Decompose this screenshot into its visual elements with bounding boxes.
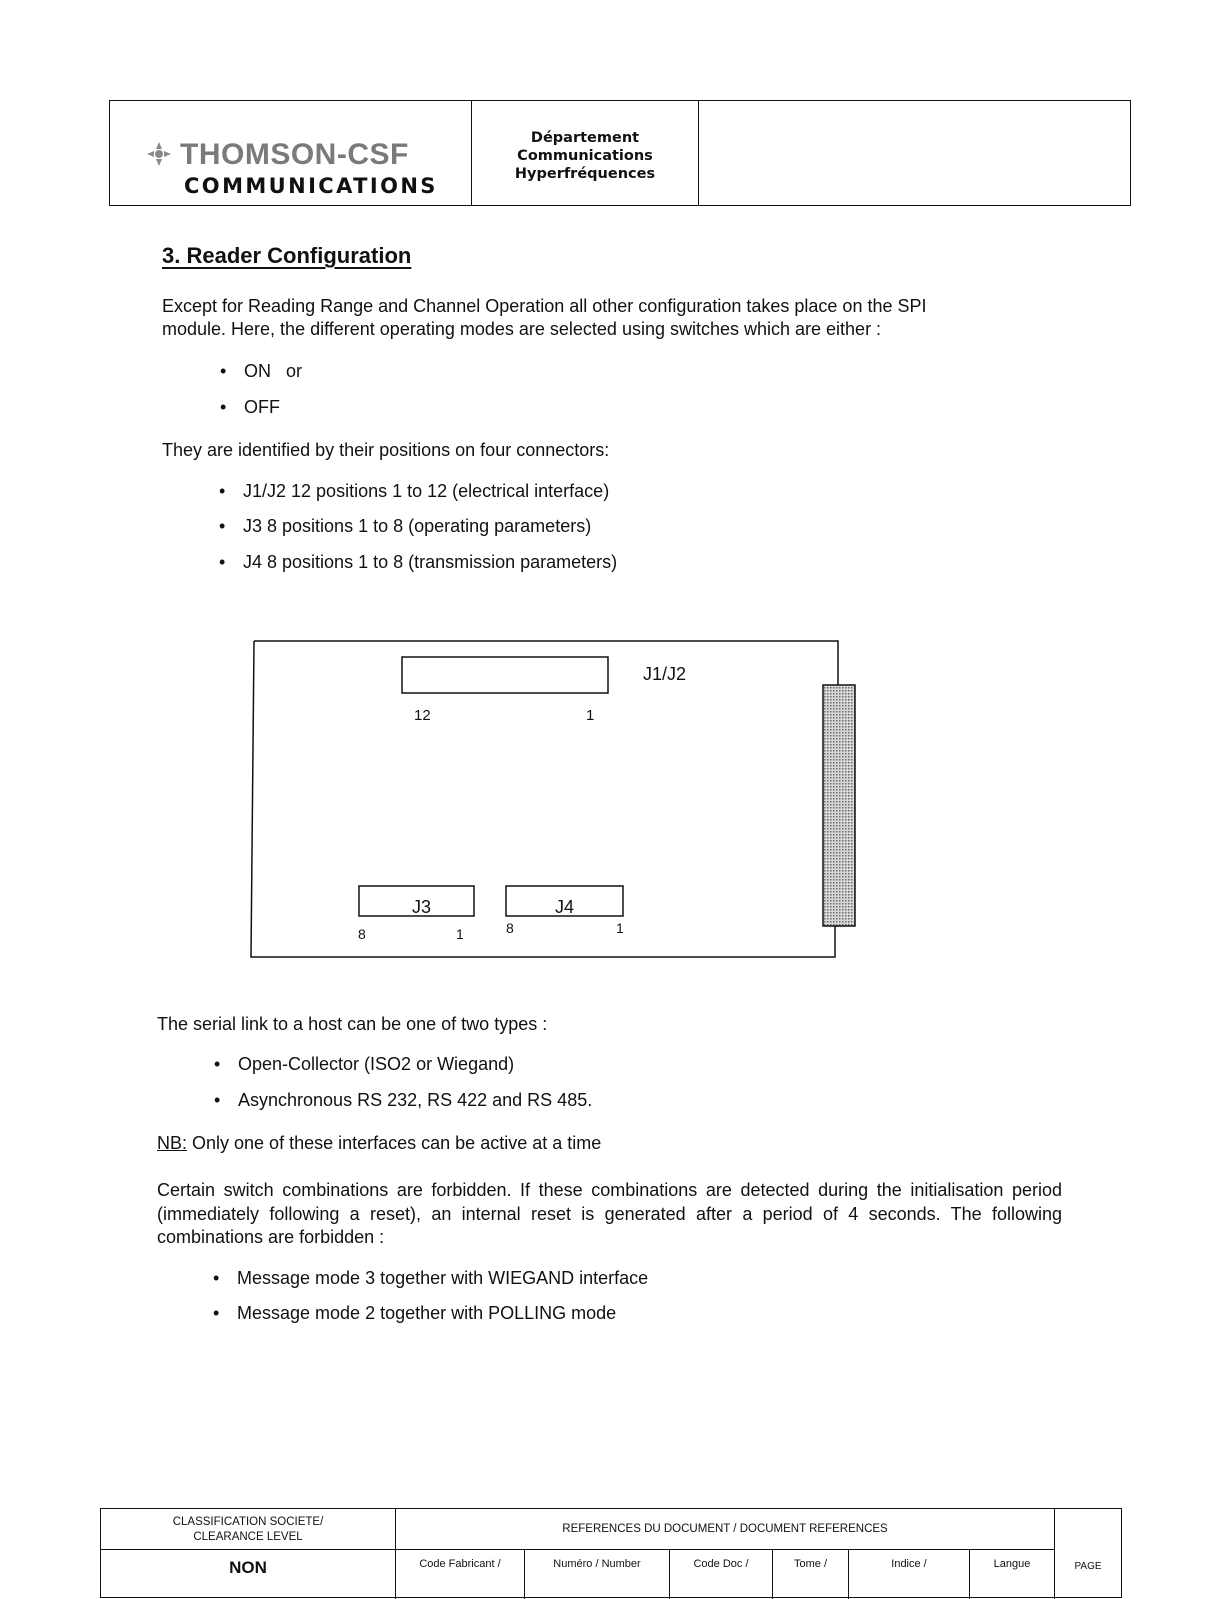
department-line-3: Hyperfréquences xyxy=(514,166,656,182)
forbidden-intro: Certain switch combinations are forbidden. If these combinations are detected during the initialisation period (immediately following a reset), an internal reset is generated after a period of 4 seconds. The following combinations are forbidden : xyxy=(157,1180,1062,1247)
intro-line-1: Except for Reading Range and Channel Operation all other configuration takes place on the SPI xyxy=(162,296,927,316)
nb-text: Only one of these interfaces can be active at a time xyxy=(187,1133,602,1153)
bullet-item: • J4 8 positions 1 to 8 (transmission parameters) xyxy=(219,552,618,572)
company-logo xyxy=(146,138,409,172)
connector-j1j2: J1/J2 12 positions 1 to 12 (electrical interface) xyxy=(243,481,610,501)
classification-label-1: CLASSIFICATION SOCIETE/ xyxy=(172,1516,324,1528)
classification-value: NON xyxy=(101,1550,396,1599)
column-indice: Indice / xyxy=(849,1550,970,1599)
forbidden-combination-2: Message mode 2 together with POLLING mode xyxy=(237,1303,617,1323)
logo-cell xyxy=(110,101,472,205)
department-line-1: Département xyxy=(530,130,640,146)
j4-pin-1: 1 xyxy=(616,920,624,936)
document-footer xyxy=(100,1508,1122,1598)
bullet-item: • Asynchronous RS 232, RS 422 and RS 485. xyxy=(214,1090,593,1110)
header-empty-cell xyxy=(699,101,1130,205)
j3-pin-1: 1 xyxy=(456,926,464,942)
j1j2-label: J1/J2 xyxy=(643,664,687,684)
j1j2-pin-1: 1 xyxy=(586,707,595,724)
column-langue: Langue xyxy=(993,1558,1031,1570)
board-outline xyxy=(251,641,838,957)
department-cell xyxy=(472,101,699,205)
bullet-item: • J3 8 positions 1 to 8 (operating parameters) xyxy=(219,516,592,536)
j4-pin-8: 8 xyxy=(506,920,514,936)
connector-j4: J4 8 positions 1 to 8 (transmission parameters) xyxy=(243,552,618,572)
page-label: PAGE xyxy=(1054,1509,1121,1599)
nb-note xyxy=(157,1132,601,1155)
bullet-item: • Message mode 2 together with POLLING mode xyxy=(213,1303,617,1323)
j1j2-connector xyxy=(402,657,608,693)
classification-cell xyxy=(101,1509,396,1550)
j3-pin-8: 8 xyxy=(358,926,366,942)
logo-company-name: THOMSON-CSF xyxy=(180,138,409,171)
serial-type-open-collector: Open-Collector (ISO2 or Wiegand) xyxy=(238,1054,515,1074)
bullet-item: • J1/J2 12 positions 1 to 12 (electrical interface) xyxy=(219,481,610,501)
references-title: REFERENCES DU DOCUMENT / DOCUMENT REFERENCES xyxy=(396,1509,1054,1550)
serial-type-async: Asynchronous RS 232, RS 422 and RS 485. xyxy=(238,1090,593,1110)
switch-state-on: ON or xyxy=(244,361,303,381)
column-numero: Numéro / Number xyxy=(525,1550,670,1599)
column-tome: Tome / xyxy=(773,1550,849,1599)
spi-board-diagram xyxy=(245,636,865,966)
forbidden-combination-1: Message mode 3 together with WIEGAND interface xyxy=(237,1268,649,1288)
logo-division-name: COMMUNICATIONS xyxy=(184,174,438,198)
j3-label: J3 xyxy=(412,897,432,917)
section-title: 3. Reader Configuration xyxy=(162,243,412,268)
thomson-logo-icon xyxy=(146,141,172,167)
bullet-item: • Open-Collector (ISO2 or Wiegand) xyxy=(214,1054,515,1074)
j4-label: J4 xyxy=(555,897,575,917)
j1j2-pin-12: 12 xyxy=(414,707,431,724)
bullet-item: • OFF xyxy=(220,397,280,417)
classification-label-2: CLEARANCE LEVEL xyxy=(193,1531,303,1543)
column-code-doc: Code Doc / xyxy=(670,1550,773,1599)
connector-j3: J3 8 positions 1 to 8 (operating parameters) xyxy=(243,516,592,536)
edge-connector xyxy=(823,685,855,926)
switch-state-off: OFF xyxy=(244,397,280,417)
document-header xyxy=(109,100,1131,206)
intro-line-2: module. Here, the different operating modes are selected using switches which are either : xyxy=(162,319,882,339)
serial-intro: The serial link to a host can be one of two types : xyxy=(157,1014,548,1034)
nb-label: NB: xyxy=(157,1133,188,1153)
bullet-item: • ON or xyxy=(220,361,303,381)
connectors-intro: They are identified by their positions on four connectors: xyxy=(162,440,610,460)
column-code-fabricant: Code Fabricant / xyxy=(396,1550,525,1599)
bullet-item: • Message mode 3 together with WIEGAND interface xyxy=(213,1268,649,1288)
department-line-2: Communications xyxy=(517,148,653,164)
